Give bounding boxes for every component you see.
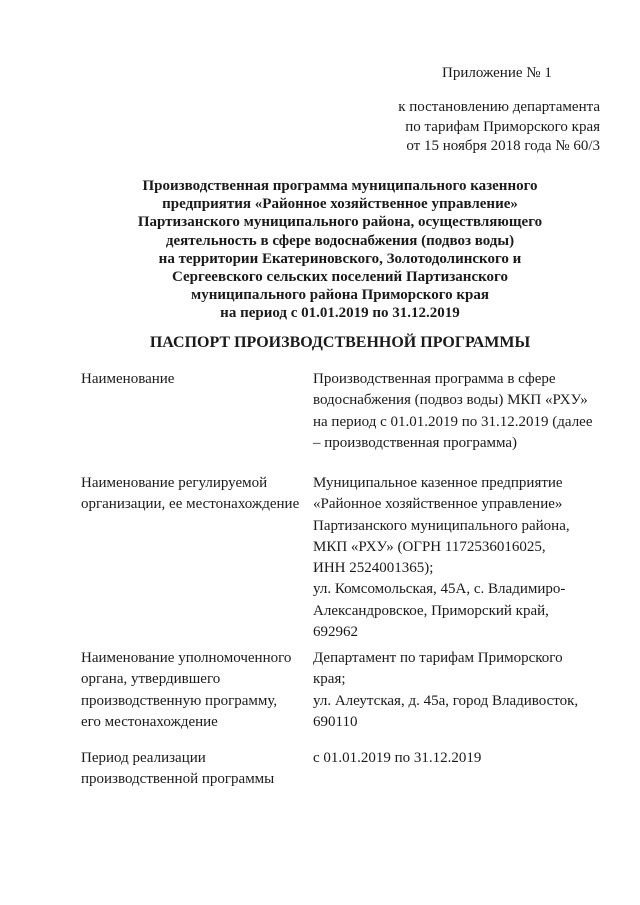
label-line: производственную программу, xyxy=(81,692,278,709)
value-line: Муниципальное казенное предприятие xyxy=(313,475,563,491)
reference-line: от 15 ноября 2018 года № 60/3 xyxy=(406,138,600,154)
value-line: ул. Комсомольская, 45А, с. Владимиро- xyxy=(313,581,566,598)
passport-heading: ПАСПОРТ ПРОИЗВОДСТВЕННОЙ ПРОГРАММЫ xyxy=(149,334,531,351)
reference-line: по тарифам Приморского края xyxy=(405,118,600,135)
value-line: 692962 xyxy=(313,624,358,641)
value-line: ул. Алеутская, д. 45а, город Владивосток, xyxy=(313,692,579,709)
row-label xyxy=(81,473,306,516)
value-line: края; xyxy=(313,671,346,688)
row-label xyxy=(81,648,306,733)
label-line: производственной программы xyxy=(81,771,275,788)
value-line: «Районное хозяйственное управление» xyxy=(313,496,563,513)
label-line: организации, ее местонахождение xyxy=(81,496,300,513)
value-line: 690110 xyxy=(313,713,358,730)
label-line: органа, утвердившего xyxy=(81,671,221,688)
title-line: муниципального района Приморского края xyxy=(190,287,490,304)
title-line: Производственная программа муниципального казенного xyxy=(142,178,538,194)
title-line: Партизанского муниципального района, осуществляющего xyxy=(137,214,543,231)
label-line: Наименование регулируемой xyxy=(81,475,268,491)
row-value xyxy=(313,648,611,733)
title-line: Сергеевского сельских поселений Партизанского xyxy=(172,269,508,286)
value-line: на период с 01.01.2019 по 31.12.2019 (далее xyxy=(313,413,593,430)
row-value xyxy=(313,473,611,643)
value-line: Департамент по тарифам Приморского xyxy=(313,650,563,666)
value-line: – производственная программа) xyxy=(313,434,518,451)
title-line: на территории Екатериновского, Золотодолинского и xyxy=(158,250,522,267)
value-line: водоснабжения (подвоз воды) МКП «РХУ» xyxy=(313,392,588,409)
value-line: Александровское, Приморский край, xyxy=(313,602,549,619)
value-line: с 01.01.2019 по 31.12.2019 xyxy=(313,750,482,766)
appendix-number: Приложение № 1 xyxy=(442,65,552,81)
title-line: на период с 01.01.2019 по 31.12.2019 xyxy=(220,305,460,322)
row-value xyxy=(313,369,611,454)
row-label xyxy=(81,748,306,791)
value-line: ИНН 2524001365); xyxy=(313,560,434,577)
label-line: его местонахождение xyxy=(81,713,218,730)
reference-line: к постановлению департамента xyxy=(398,99,600,115)
value-line: МКП «РХУ» (ОГРН 1172536016025, xyxy=(313,538,546,555)
label-line: Наименование xyxy=(81,371,175,387)
row-value xyxy=(313,748,611,769)
row-label xyxy=(81,369,306,390)
label-line: Период реализации xyxy=(81,750,206,766)
value-line: Производственная программа в сфере xyxy=(313,371,556,387)
appendix-reference xyxy=(380,98,600,157)
label-line: Наименование уполномоченного xyxy=(81,650,292,666)
value-line: Партизанского муниципального района, xyxy=(313,517,570,534)
title-line: предприятия «Районное хозяйственное управление» xyxy=(162,196,518,213)
title-line: деятельность в сфере водоснабжения (подвоз воды) xyxy=(165,232,515,249)
program-title xyxy=(100,177,580,323)
